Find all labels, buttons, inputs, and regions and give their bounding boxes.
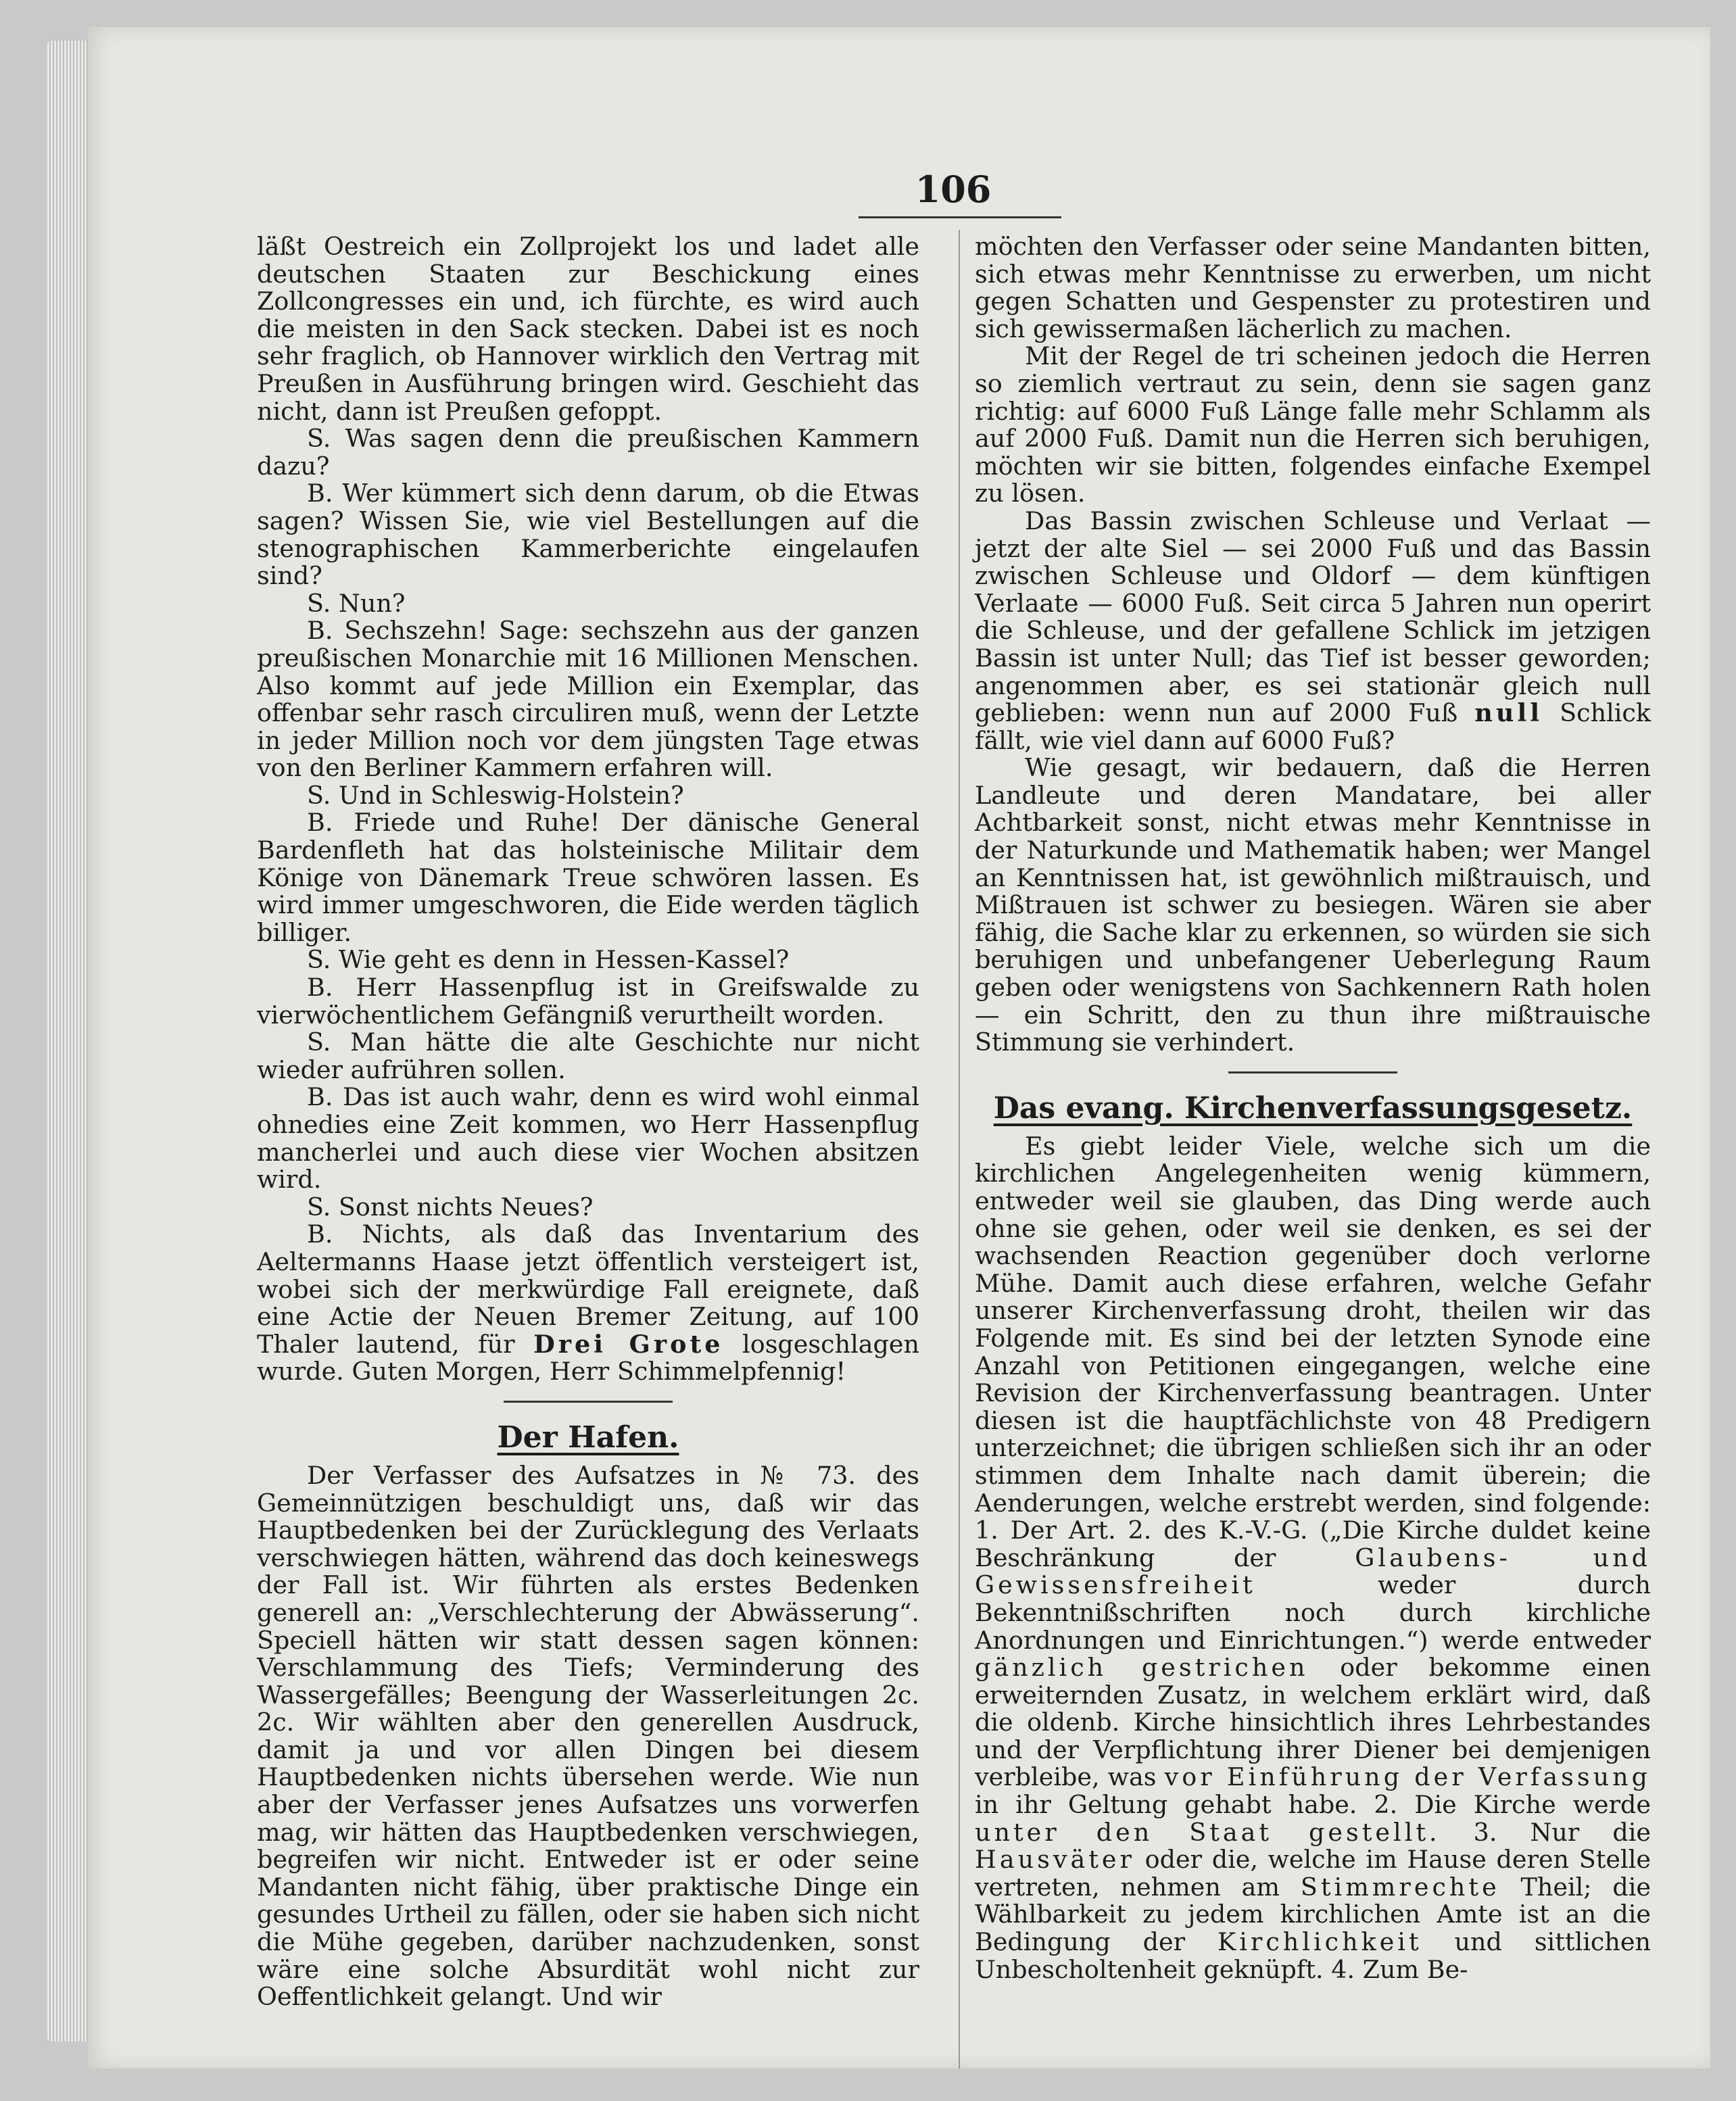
newspaper-page <box>88 27 1710 2069</box>
emphasis-text: vor Einführung der Verfassung <box>1164 1762 1651 1792</box>
emphasis-text: Hausväter <box>975 1845 1135 1875</box>
column-divider <box>959 230 960 2069</box>
dialogue-line: S. Und in Schleswig-Holstein? <box>307 780 684 810</box>
paragraph: Wie gesagt, wir bedauern, daß die Herren Landleute und deren Mandatare, bei aller Achtbarkeit sonst, nicht etwas mehr Kenntnisse in der Naturkunde und Mathematik haben; wer Mangel an Kenntnissen hat, ist gewöhnlich mißtrauisch, und Mißtrauen ist schwer zu besiegen. Wären sie aber fähig, die Sache klar zu erkennen, so würden sie sich beruhigen und unbefangener Ueberlegung Raum geben oder wenigstens von Sachkennern Rath holen — ein Schritt, den zu thun ihre mißtrauische Stimmung sie verhindert. <box>975 753 1651 1057</box>
emphasis-text: Glaubens- und Gewissensfreiheit <box>975 1543 1651 1600</box>
right-column <box>975 233 1651 1983</box>
emphasis-text: null <box>1474 698 1543 728</box>
dialogue-line: B. Herr Hassenpflug ist in Greifswalde zu vierwöchentlichem Gefängniß verurtheilt worden. <box>257 973 919 1030</box>
paragraph <box>975 1133 1651 1983</box>
emphasis-text: gänzlich gestrichen <box>975 1653 1309 1683</box>
emphasis-text: Stimmrechte <box>1300 1872 1500 1902</box>
text: Das Bassin zwischen Schleuse und Verlaat — jetzt der alte Siel — sei 2000 Fuß und das Bassin zwischen Schleuse und Oldorf — dem künftigen Verlaate — 6000 Fuß. Seit circa 5 Jahren nun operirt die Schleuse, und der gefallene Schlick im jetzigen Bassin ist unter Null; das Tief ist besser geworden; angenommen aber, es sei stationär gleich null geblieben: wenn nun auf 2000 Fuß <box>975 506 1651 728</box>
dialogue-line: S. Man hätte die alte Geschichte nur nicht wieder aufrühren sollen. <box>257 1028 919 1084</box>
text: oder bekomme einen erweiternden Zusatz, in welchem erklärt wird, daß die oldenb. Kirche hinsichtlich ihres Lehrbestandes und der Verpflichtung ihrer Diener bei demjenigen verbleibe, was <box>975 1653 1651 1792</box>
text: weder durch Bekenntnißschriften noch durch kirchliche Anordnungen und Einrichtungen.“) werde entweder <box>975 1570 1651 1655</box>
header-rule <box>859 216 1061 218</box>
paragraph: möchten den Verfasser oder seine Mandanten bitten, sich etwas mehr Kenntnisse zu erwerben, um nicht gegen Schatten und Gespenster zu protestiren und sich gewissermaßen lächerlich zu machen. <box>975 232 1651 343</box>
paragraph: Der Verfasser des Aufsatzes in № 73. des Gemeinnützigen beschuldigt uns, daß wir das Hauptbedenken bei der Zurücklegung des Verlaats verschwiegen hätten, während das doch keineswegs der Fall ist. Wir führten als erstes Bedenken generell an: „Verschlechterung der Abwässerung“. Speciell hätten wir statt dessen sagen können: Verschlammung des Tiefs; Verminderung des Wassergefälles; Beengung der Wasserleitungen 2c. 2c. Wir wählten aber den generellen Ausdruck, damit ja und vor allen Dingen bei diesem Hauptbedenken nichts übersehen werde. Wie nun aber der Verfasser jenes Aufsatzes uns vorwerfen mag, wir hätten das Hauptbedenken verschwiegen, begreifen wir nicht. Entweder ist er oder seine Mandanten nicht fähig, über praktische Dinge ein gesundes Urtheil zu fällen, oder sie haben sich nicht die Mühe gegeben, darüber nachzudenken, sonst wäre eine solche Absurdität wohl nicht zur Oeffentlichkeit gelangt. Und wir <box>257 1460 919 2012</box>
left-column <box>257 233 919 2011</box>
emphasis-text: unter den Staat gestellt. <box>975 1817 1441 1847</box>
text: Theil; die Wählbarkeit zu jedem kirchlichen Amte ist an die Bedingung der <box>975 1872 1651 1957</box>
section-separator <box>504 1401 673 1403</box>
page-number: 106 <box>915 168 992 211</box>
paragraph: Mit der Regel de tri scheinen jedoch die Herren so ziemlich vertraut zu sein, denn sie sagen ganz richtig: auf 6000 Fuß Länge falle mehr Schlamm als auf 2000 Fuß. Damit nun die Herren sich beruhigen, möchten wir sie bitten, folgendes einfache Exempel zu lösen. <box>975 341 1651 508</box>
paragraph: läßt Oestreich ein Zollprojekt los und ladet alle deutschen Staaten zur Beschickung eines Zollcongresses ein und, ich fürchte, es wird auch die meisten in den Sack stecken. Dabei ist es noch sehr fraglich, ob Hannover wirklich den Vertrag mit Preußen in Ausführung bringen wird. Geschieht das nicht, dann ist Preußen gefoppt. <box>257 232 919 426</box>
dialogue-line: S. Wie geht es denn in Hessen-Kassel? <box>307 945 790 975</box>
emphasis-text: Kirchlichkeit <box>1217 1927 1422 1957</box>
section-separator <box>1228 1071 1397 1073</box>
text: B. Nichts, als daß das Inventarium des Aeltermanns Haase jetzt öffentlich versteigert ist, wobei sich der merkwürdige Fall ereignete, daß eine Actie der Neuen Bremer Zeitung, auf 100 Thaler lautend, für <box>257 1219 919 1359</box>
dialogue-line: S. Sonst nichts Neues? <box>307 1192 594 1222</box>
dialogue-line: B. Sechszehn! Sage: sechszehn aus der ganzen preußischen Monarchie mit 16 Millionen Menschen. Also kommt auf jede Million ein Exemplar, das offenbar sehr rasch circuliren muß, wenn der Letzte in jeder Million noch vor dem jüngsten Tage etwas von den Berliner Kammern erfahren will. <box>257 616 919 783</box>
dialogue-line: B. Das ist auch wahr, denn es wird wohl einmal ohnedies eine Zeit kommen, wo Herr Hassenpflug mancherlei und auch diese vier Wochen absitzen wird. <box>257 1082 919 1194</box>
article-heading: Das evang. Kirchenverfassungsgesetz. <box>993 1090 1633 1126</box>
text: losgeschlagen wurde. Guten Morgen, Herr Schimmelpfennig! <box>257 1329 919 1386</box>
text: Schlick fällt, wie viel dann auf 6000 Fuß? <box>975 698 1651 755</box>
dialogue-line: S. Was sagen denn die preußischen Kammern dazu? <box>257 424 919 481</box>
article-heading: Der Hafen. <box>497 1420 679 1455</box>
dialogue-line <box>257 1221 919 1386</box>
text: oder die, welche im Hause deren Stelle vertreten, nehmen am <box>975 1845 1651 1902</box>
dialogue-line: B. Wer kümmert sich denn darum, ob die Etwas sagen? Wissen Sie, wie viel Bestellungen auf die stenographischen Kammerberichte eingelaufen sind? <box>257 479 919 591</box>
text: 3. Nur die <box>1473 1817 1651 1847</box>
text: und sittlichen Unbescholtenheit geknüpft. 4. Zum Be- <box>975 1927 1651 1984</box>
text: in ihr Geltung gehabt habe. 2. Die Kirche werde <box>975 1790 1651 1820</box>
dialogue-line: S. Nun? <box>307 588 406 618</box>
paragraph <box>975 508 1651 754</box>
emphasis-text: Drei Grote <box>533 1329 724 1359</box>
text: Es giebt leider Viele, welche sich um die kirchlichen Angelegenheiten wenig kümmern, entweder weil sie glauben, das Ding werde auch ohne sie gehen, oder weil sie denken, es sei der wachsenden Reaction gegenüber doch verlorne Mühe. Damit auch diese erfahren, welche Gefahr unserer Kirchenverfassung droht, theilen wir das Folgende mit. Es sind bei der letzten Synode eine Anzahl von Petitionen eingegangen, welche eine Revision der Kirchenverfassung beantragen. Unter diesen ist die hauptfächlichste von 48 Predigern unterzeichnet; die übrigen schließen sich ihr an oder stimmen dem Inhalte nach damit überein; die Aenderungen, welche erstrebt werden, sind folgende: 1. Der Art. 2. des K.-V.-G. („Die Kirche duldet keine Beschränkung der <box>975 1131 1651 1572</box>
dialogue-line: B. Friede und Ruhe! Der dänische General Bardenfleth hat das holsteinische Militair dem Könige von Dänemark Treue schwören lassen. Es wird immer umgeschworen, die Eide werden täglich billiger. <box>257 808 919 947</box>
